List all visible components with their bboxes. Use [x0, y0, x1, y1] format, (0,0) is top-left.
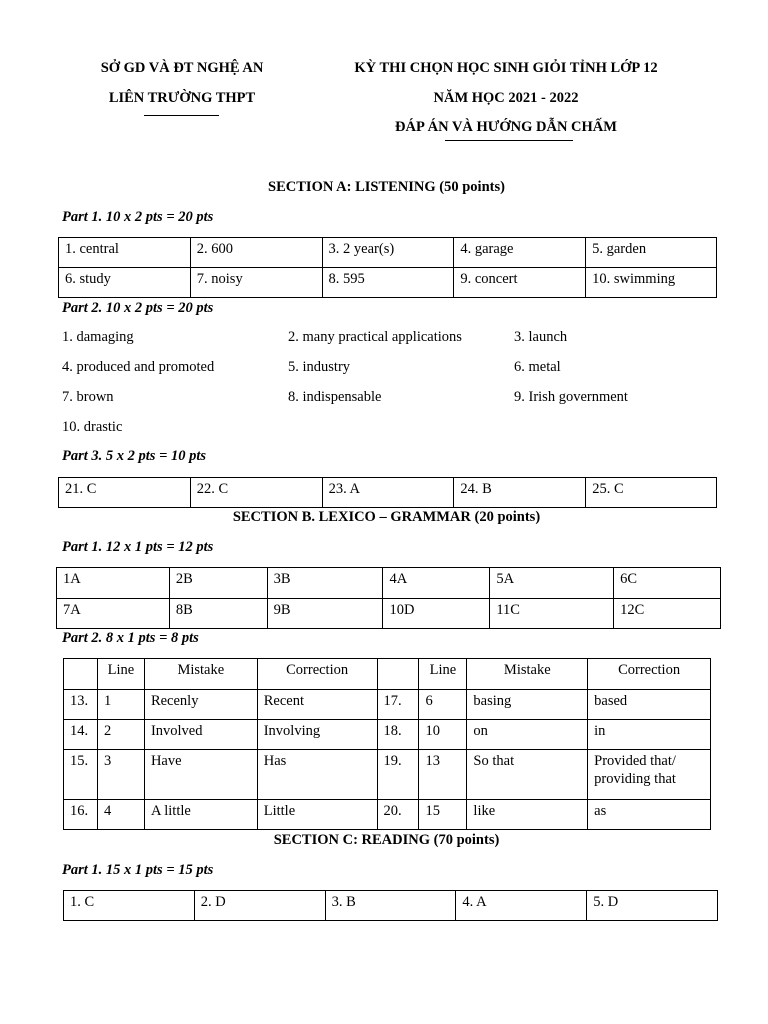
part2-answer: 10. drastic: [62, 419, 123, 435]
header-right-line1: KỲ THI CHỌN HỌC SINH GIỎI TỈNH LỚP 12: [354, 60, 658, 76]
column-header: Mistake: [467, 659, 588, 690]
table-cell: 16.: [64, 800, 98, 830]
table-cell: 15: [419, 800, 467, 830]
table-cell: 5. D: [587, 891, 718, 921]
table-cell: 2B: [169, 568, 267, 599]
table-row: [57, 568, 721, 599]
column-header: [377, 659, 419, 690]
table-cell: 10D: [383, 599, 490, 629]
table-cell: 1: [97, 690, 144, 720]
table-cell: 2. D: [194, 891, 325, 921]
table-cell: 3B: [267, 568, 383, 599]
column-header: [64, 659, 98, 690]
table-cell: Recenly: [144, 690, 257, 720]
section-c-part1-title: Part 1. 15 x 1 pts = 15 pts: [62, 862, 214, 878]
table-cell: Recent: [257, 690, 377, 720]
table-cell: 3: [97, 750, 144, 800]
part2-answer: 2. many practical applications: [288, 329, 462, 345]
table-cell: 3. B: [325, 891, 456, 921]
table-cell: Involving: [257, 720, 377, 750]
part2-answer: 9. Irish government: [514, 389, 628, 405]
table-row: [59, 268, 717, 298]
table-cell: 1A: [57, 568, 170, 599]
table-cell: 20.: [377, 800, 419, 830]
table-cell: Have: [144, 750, 257, 800]
table-cell: 10: [419, 720, 467, 750]
column-header: Mistake: [144, 659, 257, 690]
section-a-part3-table: [58, 477, 717, 508]
table-cell: 12C: [614, 599, 721, 629]
table-cell: 24. B: [454, 478, 586, 508]
header-left-underline: [144, 115, 219, 116]
table-cell: 8. 595: [322, 268, 454, 298]
table-cell: as: [588, 800, 711, 830]
table-cell: 5A: [490, 568, 614, 599]
table-header-row: [64, 659, 711, 690]
section-a-part2-title: Part 2. 10 x 2 pts = 20 pts: [62, 300, 214, 316]
table-cell: 15.: [64, 750, 98, 800]
table-row: [64, 720, 711, 750]
table-cell: on: [467, 720, 588, 750]
table-cell: 21. C: [59, 478, 191, 508]
table-cell: Has: [257, 750, 377, 800]
table-row: [64, 690, 711, 720]
table-cell: 1. central: [59, 238, 191, 268]
table-cell: 4. A: [456, 891, 587, 921]
section-c-title: SECTION C: READING (70 points): [273, 832, 500, 848]
table-cell: 1. C: [64, 891, 195, 921]
table-cell: 8B: [169, 599, 267, 629]
table-cell: So that: [467, 750, 588, 800]
table-cell: basing: [467, 690, 588, 720]
table-cell: 13: [419, 750, 467, 800]
table-cell: 9B: [267, 599, 383, 629]
table-cell: 22. C: [190, 478, 322, 508]
table-cell: 18.: [377, 720, 419, 750]
part2-answer: 6. metal: [514, 359, 561, 375]
table-cell: based: [588, 690, 711, 720]
section-c-part1-table: [63, 890, 718, 921]
table-cell: 23. A: [322, 478, 454, 508]
section-b-part2-table: [63, 658, 711, 830]
table-cell: 17.: [377, 690, 419, 720]
column-header: Correction: [257, 659, 377, 690]
table-cell: Little: [257, 800, 377, 830]
section-a-part1-title: Part 1. 10 x 2 pts = 20 pts: [62, 209, 214, 225]
section-a-part3-title: Part 3. 5 x 2 pts = 10 pts: [62, 448, 207, 464]
table-cell: 25. C: [586, 478, 717, 508]
header-left-line1: SỞ GD VÀ ĐT NGHỆ AN: [100, 60, 264, 76]
table-row: [59, 238, 717, 268]
section-b-part1-title: Part 1. 12 x 1 pts = 12 pts: [62, 539, 214, 555]
table-cell: 10. swimming: [586, 268, 717, 298]
part2-answer: 8. indispensable: [288, 389, 382, 405]
table-cell: 4. garage: [454, 238, 586, 268]
part2-answer: 7. brown: [62, 389, 114, 405]
table-cell: 6: [419, 690, 467, 720]
section-a-part1-table: [58, 237, 717, 298]
table-cell: 4A: [383, 568, 490, 599]
table-cell: 11C: [490, 599, 614, 629]
table-cell: in: [588, 720, 711, 750]
table-cell: 2. 600: [190, 238, 322, 268]
header-left-line2: LIÊN TRƯỜNG THPT: [108, 90, 256, 106]
column-header: Correction: [588, 659, 711, 690]
table-cell: 5. garden: [586, 238, 717, 268]
table-cell: 9. concert: [454, 268, 586, 298]
table-cell: 19.: [377, 750, 419, 800]
table-row: [64, 750, 711, 800]
section-b-part2-title: Part 2. 8 x 1 pts = 8 pts: [62, 630, 199, 646]
table-cell: 7A: [57, 599, 170, 629]
column-header: Line: [97, 659, 144, 690]
header-right-underline: [445, 140, 573, 141]
table-row: [59, 478, 717, 508]
table-cell: 7. noisy: [190, 268, 322, 298]
table-cell: 4: [97, 800, 144, 830]
table-cell: A little: [144, 800, 257, 830]
column-header: Line: [419, 659, 467, 690]
section-b-part1-table: [56, 567, 721, 629]
table-cell: Involved: [144, 720, 257, 750]
table-cell: 2: [97, 720, 144, 750]
table-cell: Provided that/ providing that: [588, 750, 711, 800]
part2-answer: 1. damaging: [62, 329, 134, 345]
table-cell: like: [467, 800, 588, 830]
section-a-title: SECTION A: LISTENING (50 points): [268, 179, 505, 195]
table-cell: 13.: [64, 690, 98, 720]
part2-answer: 4. produced and promoted: [62, 359, 215, 375]
table-row: [64, 891, 718, 921]
table-cell: 6. study: [59, 268, 191, 298]
part2-answer: 3. launch: [514, 329, 568, 345]
section-b-title: SECTION B. LEXICO – GRAMMAR (20 points): [232, 509, 541, 525]
header-right-line2: NĂM HỌC 2021 - 2022: [433, 90, 579, 106]
header-right-line3: ĐÁP ÁN VÀ HƯỚNG DẪN CHẤM: [395, 119, 617, 135]
table-cell: 14.: [64, 720, 98, 750]
table-row: [64, 800, 711, 830]
table-cell: 3. 2 year(s): [322, 238, 454, 268]
table-cell: 6C: [614, 568, 721, 599]
table-row: [57, 599, 721, 629]
part2-answer: 5. industry: [288, 359, 351, 375]
